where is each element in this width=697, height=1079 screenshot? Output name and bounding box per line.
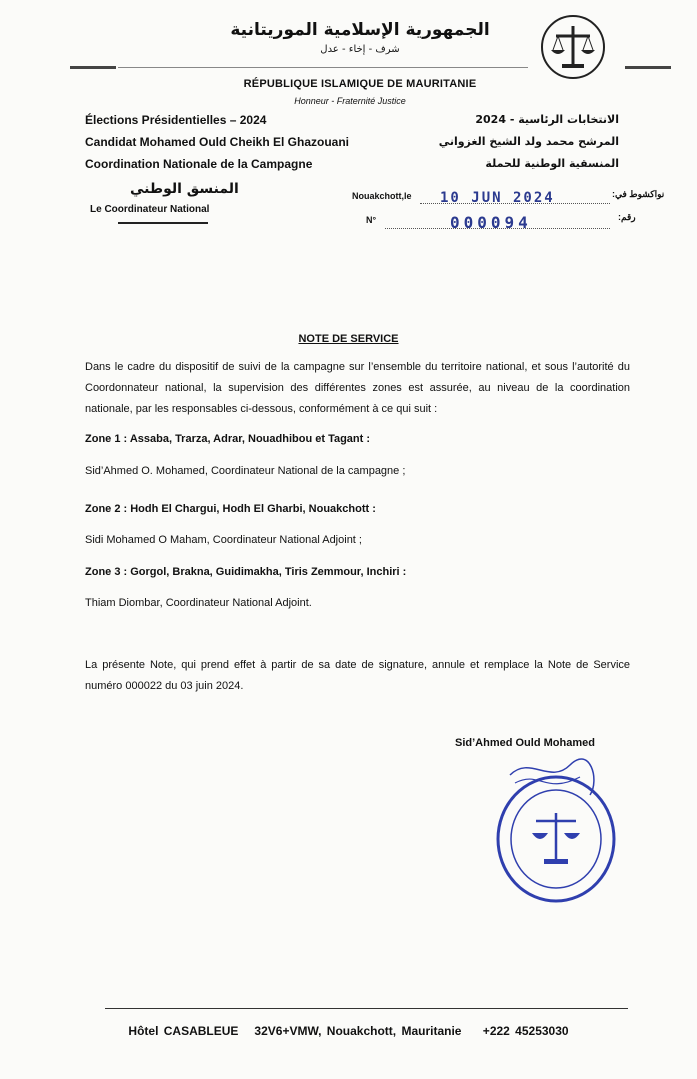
header-arabic-motto: شرف - إخاء - عدل (320, 44, 400, 55)
zone-1-heading: Zone 1 : Assaba, Trarza, Adrar, Nouadhibou et Tagant : (85, 433, 371, 445)
official-stamp-icon (490, 755, 620, 905)
zone-1-person: Sid’Ahmed O. Mohamed, Coordinateur National de la campagne ; (85, 465, 406, 477)
note-title: NOTE DE SERVICE (298, 333, 399, 345)
elections-label-ar: الانتخابات الرئاسية - 2024 (475, 113, 619, 126)
header-arabic-title: الجمهورية الإسلامية الموريتانية (230, 20, 490, 40)
note-closing: La présente Note, qui prend effet à partir de sa date de signature, annule et remplace la Note de Service numéro 000022 du 03 juin 2024. (85, 659, 630, 692)
number-stamp: 000094 (450, 213, 532, 232)
note-intro: Dans le cadre du dispositif de suivi de la campagne sur l’ensemble du territoire national, et sous l’autorité du Coordonnateur national, la supervision des différentes zones est assurée, au niveau de la coordination nationale, par les responsables ci-dessous, conformément à ce qui suit : (85, 361, 630, 415)
header-left-rule (70, 66, 116, 69)
candidate-label: Candidat Mohamed Ould Cheikh El Ghazouani (85, 135, 350, 149)
footer-rule (105, 1008, 628, 1009)
coordinator-title: Le Coordinateur National (90, 204, 210, 215)
coordinator-underline (118, 222, 208, 224)
footer-address: Hôtel CASABLEUE 32V6+VMW, Nouakchott, Mauritanie +222 45253030 (128, 1024, 569, 1038)
header-french-motto: Honneur - Fraternité Justice (294, 96, 406, 106)
coordinator-title-ar: المنسق الوطني (130, 181, 239, 197)
number-label-ar: رقم: (618, 212, 636, 222)
date-label: Nouakchott,le (352, 191, 412, 201)
candidate-label-ar: المرشح محمد ولد الشيخ الغزواني (438, 135, 619, 148)
date-label-ar: نواكشوط في: (612, 189, 665, 199)
date-stamp: 10 JUN 2024 (440, 190, 555, 206)
signer-name: Sid’Ahmed Ould Mohamed (455, 737, 595, 749)
header-right-rule (625, 66, 671, 69)
coordination-label: Coordination Nationale de la Campagne (85, 157, 313, 171)
zone-2-heading: Zone 2 : Hodh El Chargui, Hodh El Gharbi, Nouakchott : (85, 503, 376, 515)
elections-label: Élections Présidentielles – 2024 (85, 113, 267, 127)
zone-2-person: Sidi Mohamed O Maham, Coordinateur National Adjoint ; (85, 534, 362, 546)
emblem-icon (540, 14, 606, 80)
header-french-title: RÉPUBLIQUE ISLAMIQUE DE MAURITANIE (243, 78, 477, 90)
coordination-label-ar: المنسقية الوطنية للحملة (485, 157, 619, 170)
zone-3-heading: Zone 3 : Gorgol, Brakna, Guidimakha, Tiris Zemmour, Inchiri : (85, 566, 407, 578)
header-center-rule (118, 67, 528, 68)
number-label: N° (366, 215, 377, 225)
zone-3-person: Thiam Diombar, Coordinateur National Adjoint. (85, 597, 312, 609)
